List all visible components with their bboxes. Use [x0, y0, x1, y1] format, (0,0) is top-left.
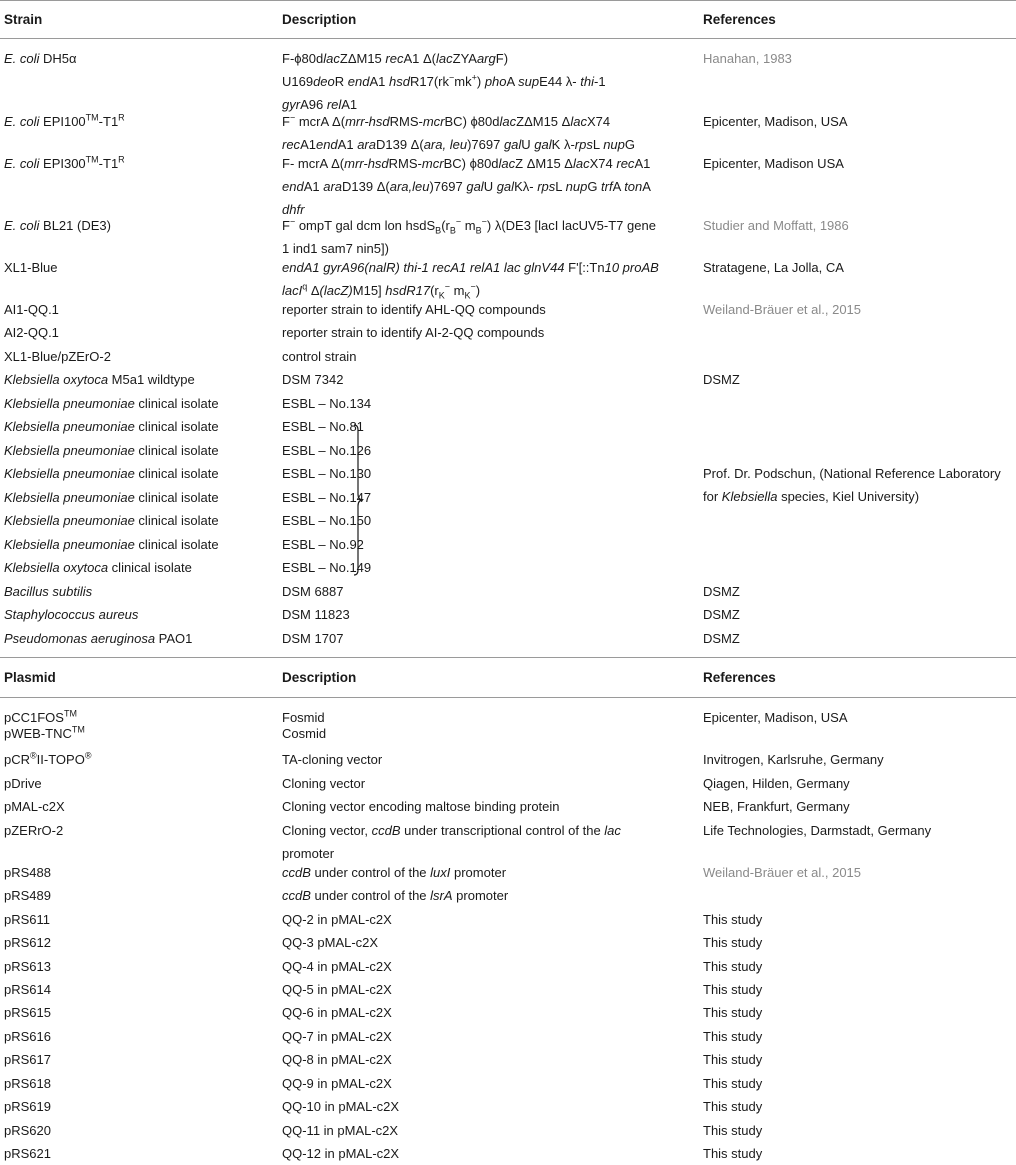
table-cell-name: pRS612: [4, 935, 51, 950]
table-cell-description: ESBL – No.149: [282, 560, 372, 575]
table-cell-description: Cloning vector encoding maltose binding protein: [282, 799, 560, 814]
table-cell-description: QQ-3 pMAL-c2X: [282, 935, 379, 950]
table-cell-reference: Life Technologies, Darmstadt, Germany: [703, 823, 932, 838]
table-cell-reference[interactable]: Studier and Moffatt, 1986: [703, 218, 849, 233]
header-references: References: [703, 12, 776, 27]
table-cell-description: QQ-8 in pMAL-c2X: [282, 1052, 392, 1067]
table-cell-description: endA1 gyrA96(nalR) thi-1 recA1 relA1 lac glnV44 F'[::Tn10 proAB lacI$^q$ Δ(lacZ)M15] $hsdR17(r_K^-$ $m_K^-$): [282, 260, 659, 301]
table-cell-description: Fosmid: [282, 710, 325, 725]
table-cell-description: ESBL – No.130: [282, 466, 372, 481]
table-cell-name: pMAL-c2X: [4, 799, 65, 814]
table-cell-reference: This study: [703, 982, 763, 997]
table-cell-description: QQ-7 in pMAL-c2X: [282, 1029, 392, 1044]
table-cell-description: DSM 6887: [282, 584, 344, 599]
header-description: Description: [282, 12, 357, 27]
table-cell-name: pRS489: [4, 888, 51, 903]
table-cell-reference: This study: [703, 1076, 763, 1091]
table-cell-reference: Epicenter, Madison, USA: [703, 710, 848, 725]
table-cell-name: pZERrO-2: [4, 823, 64, 838]
table-cell-name: Klebsiella pneumoniae clinical isolate: [4, 490, 219, 505]
table-cell-description: QQ-10 in pMAL-c2X: [282, 1099, 400, 1114]
table-cell-description: TA-cloning vector: [282, 752, 383, 767]
table-cell-description: Cloning vector, ccdB under transcriptional control of the lac promoter: [282, 823, 621, 861]
brace-icon: [352, 424, 364, 576]
table-cell-reference: This study: [703, 1123, 763, 1138]
table-cell-description: ESBL – No.92: [282, 537, 364, 552]
top-rule: [0, 0, 1016, 1]
table-cell-name: Pseudomonas aeruginosa PAO1: [4, 631, 193, 646]
table-cell-name: Staphylococcus aureus: [4, 607, 139, 622]
table-cell-description: QQ-4 in pMAL-c2X: [282, 959, 392, 974]
table-cell-name: pRS611: [4, 912, 51, 927]
table-cell-name: Klebsiella oxytoca M5a1 wildtype: [4, 372, 195, 387]
table-cell-description: ESBL – No.150: [282, 513, 372, 528]
table-cell-name: Klebsiella oxytoca clinical isolate: [4, 560, 192, 575]
table-cell-description: QQ-9 in pMAL-c2X: [282, 1076, 392, 1091]
table-cell-name: Bacillus subtilis: [4, 584, 93, 599]
table-cell-reference: DSMZ: [703, 607, 740, 622]
table-cell-name: pRS621: [4, 1146, 51, 1161]
table-cell-name: E. coli $EPI100™-T1^R$: [4, 112, 125, 129]
table-cell-name: pDrive: [4, 776, 42, 791]
table-cell-reference[interactable]: Weiland-Bräuer et al., 2015: [703, 865, 862, 880]
table-cell-description: F− ompT gal dcm lon $hsdS_B(r_B^-$ $m_B^-$) λ(DE3 [lacI lacUV5-T7 gene 1 ind1 sam7 nin5]): [282, 216, 656, 256]
table-cell-description: DSM 11823: [282, 607, 350, 622]
table-cell-description: QQ-5 in pMAL-c2X: [282, 982, 392, 997]
table-cell-description: ESBL – No.134: [282, 396, 372, 411]
table-cell-reference: Prof. Dr. Podschun, (National Reference Laboratory for Klebsiella species, Kiel University): [703, 466, 1001, 504]
table-cell-reference[interactable]: Weiland-Bräuer et al., 2015: [703, 302, 862, 317]
table-cell-name: pRS620: [4, 1123, 51, 1138]
header-strain: Strain: [4, 12, 43, 27]
table-cell-reference: This study: [703, 1052, 763, 1067]
table-cell-name: XL1-Blue/pZErO-2: [4, 349, 111, 364]
table-cell-name: Klebsiella pneumoniae clinical isolate: [4, 537, 219, 552]
table-cell-description: DSM 7342: [282, 372, 344, 387]
table-cell-name: pRS614: [4, 982, 51, 997]
table-cell-reference: Stratagene, La Jolla, CA: [703, 260, 844, 275]
table-cell-description: QQ-11 in pMAL-c2X: [282, 1123, 399, 1138]
table-cell-description: Cloning vector: [282, 776, 366, 791]
table-cell-reference: This study: [703, 912, 763, 927]
table-cell-reference: Epicenter, Madison USA: [703, 156, 844, 171]
header-references-2: References: [703, 670, 776, 685]
table-cell-reference[interactable]: Hanahan, 1983: [703, 51, 792, 66]
table-cell-description: Cosmid: [282, 726, 327, 741]
table-cell-description: F− mcrA Δ(mrr-hsdRMS-mcrBC) ϕ80dlacZΔM15 ΔlacX74 recA1endA1 araD139 Δ(ara, leu)7697 galU galK λ-rpsL nupG: [282, 112, 636, 152]
section-rule: [0, 657, 1016, 658]
table-cell-reference: This study: [703, 959, 763, 974]
table-cell-description: QQ-2 in pMAL-c2X: [282, 912, 392, 927]
table-cell-name: E. coli DH5α: [4, 51, 77, 66]
table-cell-name: E. coli BL21 (DE3): [4, 218, 111, 233]
table-cell-name: pRS613: [4, 959, 51, 974]
table-cell-name: pWEB-TNC™: [4, 724, 85, 741]
table-cell-name: pCR®II-TOPO®: [4, 750, 92, 767]
table-cell-description: ESBL – No.126: [282, 443, 372, 458]
table-cell-reference: This study: [703, 1099, 763, 1114]
table-cell-description: ccdB under control of the lsrA promoter: [282, 888, 509, 903]
table-cell-reference: This study: [703, 1029, 763, 1044]
table-cell-reference: DSMZ: [703, 584, 740, 599]
table-cell-description: F- mcrA Δ(mrr-hsdRMS-mcrBC) ϕ80dlacZ ΔM15 ΔlacX74 recA1 endA1 araD139 Δ(ara,leu)7697 galU galKλ- rpsL nupG trfA tonA dhfr: [282, 156, 651, 217]
header-rule: [0, 38, 1016, 39]
table-cell-name: AI1-QQ.1: [4, 302, 59, 317]
table-cell-description: F-ϕ80dlacZΔM15 recA1 Δ(lacZYAargF) U169deoR endA1 hsdR17(rk−mk+) phoA supE44 λ- thi-1 gyrA96 relA1: [282, 51, 606, 112]
table-cell-description: control strain: [282, 349, 357, 364]
table-cell-name: Klebsiella pneumoniae clinical isolate: [4, 466, 219, 481]
table-cell-name: pRS615: [4, 1005, 51, 1020]
table-cell-name: Klebsiella pneumoniae clinical isolate: [4, 443, 219, 458]
table-cell-name: Klebsiella pneumoniae clinical isolate: [4, 419, 219, 434]
header-plasmid: Plasmid: [4, 670, 56, 685]
table-cell-description: ESBL – No.147: [282, 490, 372, 505]
table-cell-reference: Epicenter, Madison, USA: [703, 114, 848, 129]
table-cell-reference: DSMZ: [703, 372, 740, 387]
table-cell-description: reporter strain to identify AI-2-QQ compounds: [282, 325, 545, 340]
table-cell-reference: Qiagen, Hilden, Germany: [703, 776, 850, 791]
table-cell-description: QQ-12 in pMAL-c2X: [282, 1146, 400, 1161]
table-cell-name: AI2-QQ.1: [4, 325, 59, 340]
table-cell-name: pRS618: [4, 1076, 51, 1091]
table-cell-name: Klebsiella pneumoniae clinical isolate: [4, 513, 219, 528]
table-cell-reference: This study: [703, 1005, 763, 1020]
table-cell-description: ccdB under control of the luxI promoter: [282, 865, 507, 880]
table-cell-name: pCC1FOS™: [4, 708, 77, 725]
header-rule-2: [0, 697, 1016, 698]
table-cell-reference: NEB, Frankfurt, Germany: [703, 799, 850, 814]
table-cell-reference: This study: [703, 1146, 763, 1161]
table-cell-name: E. coli $EPI300™-T1^R$: [4, 154, 125, 171]
table-cell-name: pRS617: [4, 1052, 51, 1067]
table-cell-name: pRS619: [4, 1099, 51, 1114]
table-cell-description: ESBL – No.81: [282, 419, 364, 434]
table-cell-name: pRS616: [4, 1029, 51, 1044]
table-cell-name: XL1-Blue: [4, 260, 58, 275]
table-cell-reference: Invitrogen, Karlsruhe, Germany: [703, 752, 884, 767]
table-cell-reference: DSMZ: [703, 631, 740, 646]
table-cell-description: reporter strain to identify AHL-QQ compounds: [282, 302, 546, 317]
table-cell-reference: This study: [703, 935, 763, 950]
table-cell-description: QQ-6 in pMAL-c2X: [282, 1005, 392, 1020]
header-description-2: Description: [282, 670, 357, 685]
table-cell-name: Klebsiella pneumoniae clinical isolate: [4, 396, 219, 411]
table-cell-name: pRS488: [4, 865, 51, 880]
table-cell-description: DSM 1707: [282, 631, 344, 646]
